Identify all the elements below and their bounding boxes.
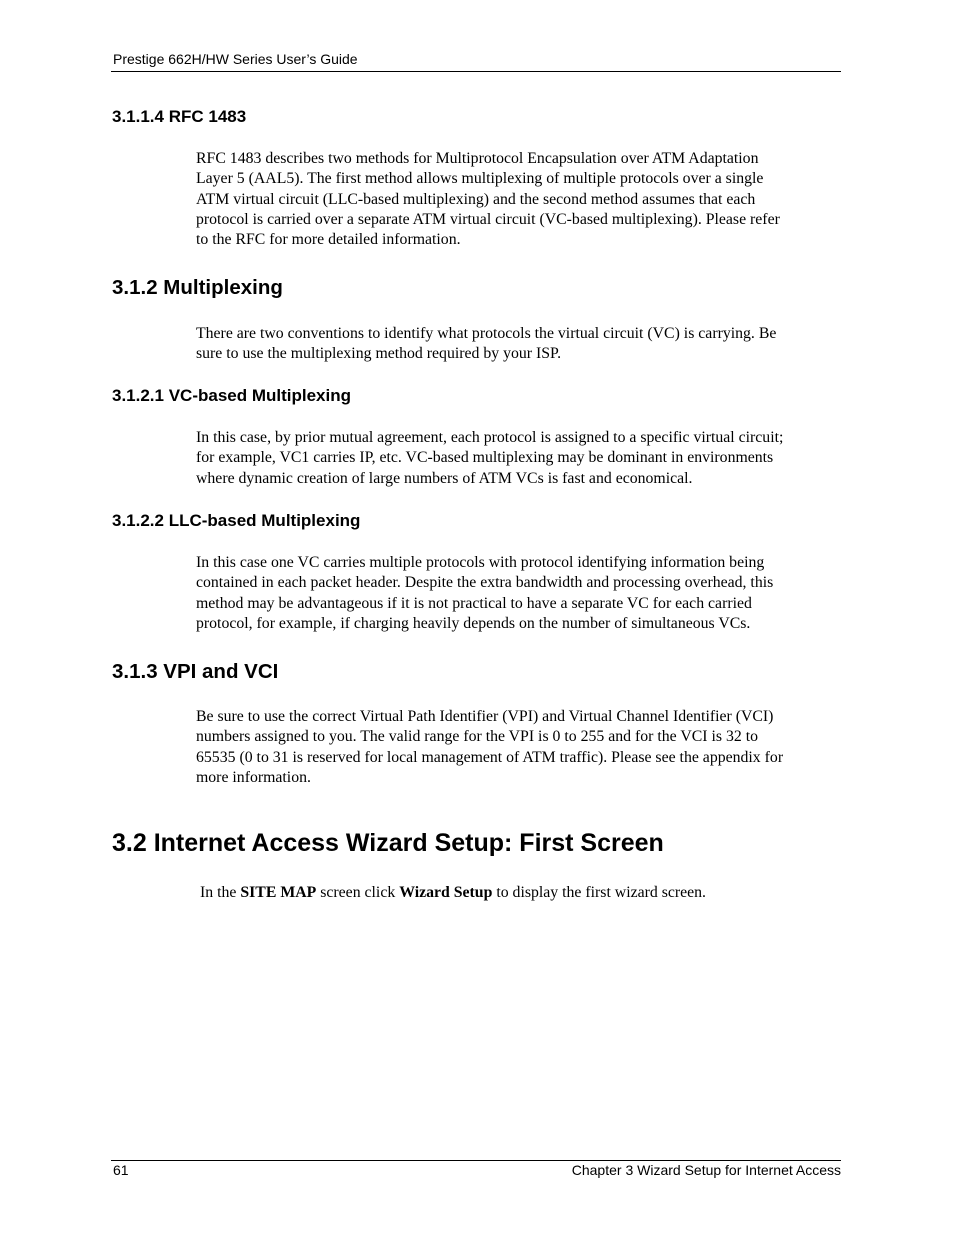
wizard-setup-label: Wizard Setup (399, 884, 493, 901)
header-rule (111, 71, 841, 72)
paragraph-llc-based (196, 553, 844, 634)
text-line: for example, VC1 carries IP, etc. VC-based multiplexing may be dominant in environments (196, 449, 774, 467)
text-line: Layer 5 (AAL5). The first method allows multiplexing of multiple protocols over a single (196, 170, 764, 188)
paragraph-vpi-vci (196, 707, 844, 788)
footer-rule (111, 1160, 841, 1161)
text-line: contained in each packet header. Despite the extra bandwidth and processing overhead, this (196, 574, 774, 592)
site-map-label: SITE MAP (240, 884, 317, 901)
heading-llc-based-multiplexing: 3.1.2.2 LLC-based Multiplexing (112, 511, 361, 530)
text-line: to the RFC for more detailed information. (196, 231, 461, 249)
chapter-title: Chapter 3 Wizard Setup for Internet Access (571, 1162, 841, 1178)
text-line: protocol is carried over a separate ATM virtual circuit (VC-based multiplexing). Please refer (196, 210, 780, 228)
text-line: RFC 1483 describes two methods for Multiprotocol Encapsulation over ATM Adaptation (196, 150, 759, 167)
paragraph-wizard-intro (200, 883, 848, 903)
paragraph-vc-based (196, 428, 844, 489)
paragraph-rfc-1483 (196, 149, 844, 250)
page-header: Prestige 662H/HW Series User’s Guide (113, 51, 358, 67)
text-line: In this case, by prior mutual agreement, each protocol is assigned to a specific virtual circuit; (196, 429, 784, 446)
text-line: method may be advantageous if it is not practical to have a separate VC for each carried (196, 594, 752, 612)
page-number: 61 (113, 1162, 129, 1178)
text-line: There are two conventions to identify what protocols the virtual circuit (VC) is carrying. Be (196, 325, 777, 342)
heading-wizard-setup-first-screen: 3.2 Internet Access Wizard Setup: First Screen (112, 829, 664, 857)
text-run: to display the first wizard screen. (492, 884, 707, 901)
text-run: In the (200, 884, 241, 901)
text-line: protocol, for example, if charging heavily depends on the number of simultaneous VCs. (196, 614, 751, 632)
text-line: ATM virtual circuit (LLC-based multiplexing) and the second method assumes that each (196, 190, 756, 208)
text-line: numbers assigned to you. The valid range for the VPI is 0 to 255 and for the VCI is 32 to (196, 728, 759, 746)
text-line: In this case one VC carries multiple protocols with protocol identifying information being (196, 554, 765, 571)
heading-multiplexing: 3.1.2 Multiplexing (112, 276, 283, 299)
text-line: sure to use the multiplexing method required by your ISP. (196, 345, 562, 363)
text-line: where dynamic creation of large numbers of ATM VCs is fast and economical. (196, 469, 693, 487)
heading-rfc-1483: 3.1.1.4 RFC 1483 (112, 107, 247, 126)
heading-vpi-and-vci: 3.1.3 VPI and VCI (112, 660, 279, 683)
heading-vc-based-multiplexing: 3.1.2.1 VC-based Multiplexing (112, 386, 352, 405)
text-line: 65535 (0 to 31 is reserved for local management of ATM traffic). Please see the appendix for (196, 748, 784, 766)
paragraph-multiplexing (196, 324, 844, 365)
text-line: Be sure to use the correct Virtual Path Identifier (VPI) and Virtual Channel Identifier (VCI) (196, 708, 774, 725)
text-run: screen click (316, 884, 400, 901)
text-line: more information. (196, 768, 311, 786)
